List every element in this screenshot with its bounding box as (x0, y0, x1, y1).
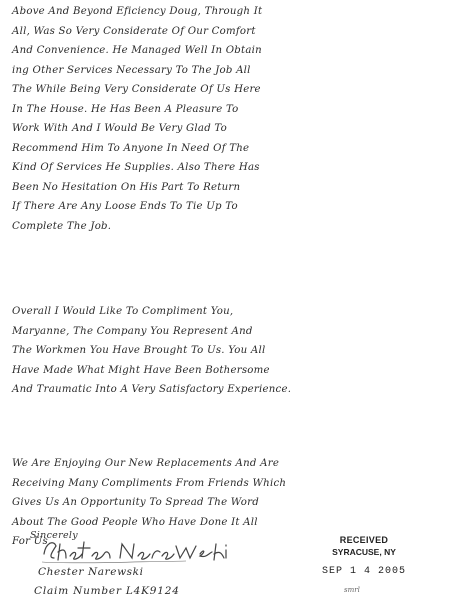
letter-line: Been No Hesitation On His Part To Return (12, 180, 241, 193)
letter-line: For Us. (12, 535, 52, 547)
paragraph-2 (12, 302, 452, 400)
stamp-date: SEP 1 4 2005 (321, 566, 406, 577)
letter-line: We Are Enjoying Our New Replacements And Are (12, 457, 280, 469)
letter-line: The While Being Very Considerate Of Us Here (12, 83, 261, 95)
stamp-received-label: RECEIVED (339, 535, 389, 545)
letter-line: Recommend Him To Anyone In Need Of The (12, 141, 250, 154)
letter-line: And Traumatic Into A Very Satisfactory Experience. (12, 383, 292, 395)
stamp-initials: smrl (344, 586, 360, 594)
signature-block (30, 530, 290, 597)
letter-line: In The House. He Has Been A Pleasure To (12, 102, 239, 115)
stamp-location: SYRACUSE, NY (332, 547, 396, 557)
letter-line: Above And Beyond Eficiency Doug, Through It (12, 5, 263, 17)
letter-line: Gives Us An Opportunity To Spread The Word (12, 496, 260, 508)
letter-line: ing Other Services Necessary To The Job All (12, 63, 251, 76)
letter-line: And Convenience. He Managed Well In Obtain (12, 44, 262, 56)
letter-line: Complete The Job. (12, 219, 112, 232)
claim-number: Claim Number L4K9124 (34, 585, 180, 597)
letter-line: Work With And I Would Be Very Glad To (12, 122, 228, 134)
received-stamp (304, 534, 424, 597)
letter-line: Receiving Many Compliments From Friends Which (12, 476, 287, 489)
letter-line: If There Are Any Loose Ends To Tie Up To (12, 200, 238, 212)
letter-line: All, Was So Very Considerate Of Our Comfort (12, 24, 256, 37)
handwritten-signature (36, 532, 236, 566)
letter-line: Maryanne, The Company You Represent And (12, 324, 253, 337)
letter-line: Overall I Would Like To Compliment You, (12, 305, 234, 317)
letter-line: Kind Of Services He Supplies. Also There Has (12, 161, 260, 173)
printed-name: Chester Narewski (38, 566, 144, 578)
closing-salutation: Sincerely (30, 530, 78, 541)
letter-line: Have Made What Might Have Been Bothersome (12, 363, 270, 376)
letter-line: The Workmen You Have Brought To Us. You All (12, 344, 266, 356)
paragraph-1 (12, 2, 452, 236)
letter-line: About The Good People Who Have Done It All (12, 515, 258, 528)
